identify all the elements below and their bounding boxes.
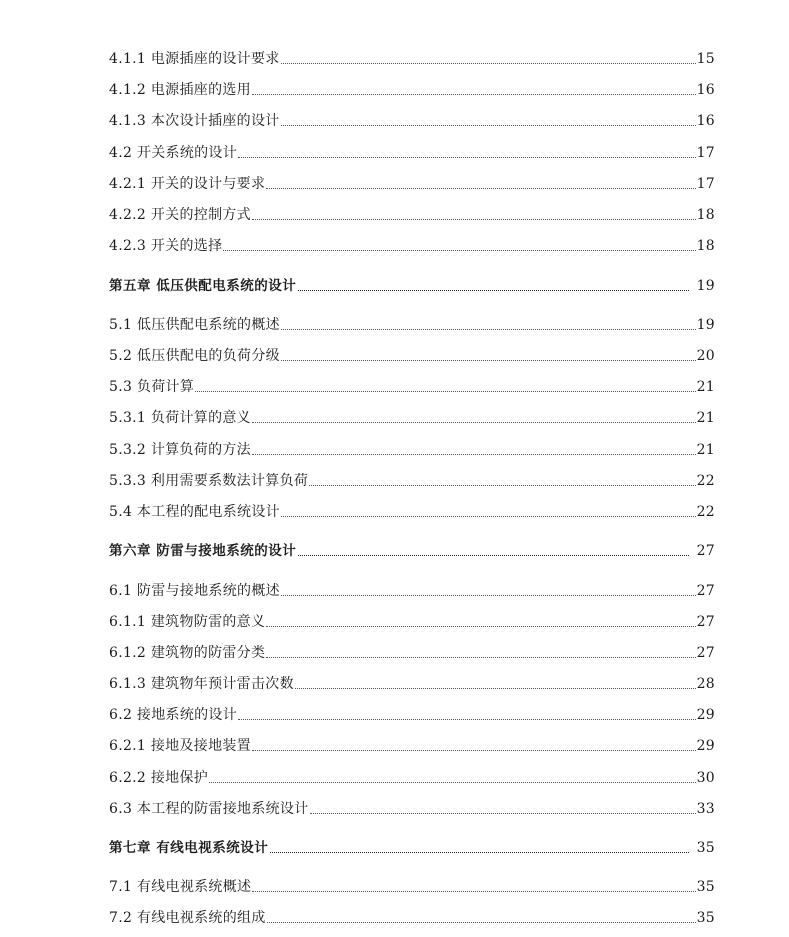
toc-entry-page: 30 xyxy=(696,770,715,786)
toc-leader-dots xyxy=(252,454,696,455)
toc-leader-dots xyxy=(238,157,696,158)
toc-entry-label: 5.3.3 利用需要系数法计算负荷 xyxy=(109,473,309,489)
toc-leader-dots xyxy=(298,290,688,291)
toc-entry[interactable] xyxy=(109,610,715,632)
toc-entry-page: 21 xyxy=(696,410,715,426)
toc-entry-label: 6.2.1 接地及接地装置 xyxy=(109,738,251,754)
toc-entry-page: 29 xyxy=(696,738,715,754)
toc-chapter-label: 第六章 防雷与接地系统的设计 xyxy=(109,543,297,559)
toc-entry-page: 29 xyxy=(696,707,715,723)
toc-entry[interactable] xyxy=(109,469,715,491)
toc-entry-page: 21 xyxy=(696,379,715,395)
toc-entry-label: 4.2.3 开关的选择 xyxy=(109,238,223,254)
toc-leader-dots xyxy=(281,595,696,596)
toc-entry-page: 27 xyxy=(696,543,715,559)
toc-leader-dots xyxy=(195,391,695,392)
toc-entry-label: 6.2 接地系统的设计 xyxy=(109,707,238,723)
toc-entry[interactable] xyxy=(109,641,715,663)
toc-entry[interactable] xyxy=(109,500,715,522)
toc-leader-dots xyxy=(281,63,696,64)
toc-entry-label: 4.2.2 开关的控制方式 xyxy=(109,207,251,223)
toc-entry[interactable] xyxy=(109,313,715,335)
toc-entry[interactable] xyxy=(109,47,715,69)
toc-leader-dots xyxy=(295,688,696,689)
toc-entry-label: 5.1 低压供配电系统的概述 xyxy=(109,317,280,333)
toc-entry[interactable] xyxy=(109,344,715,366)
toc-leader-dots xyxy=(266,188,695,189)
toc-entry-label: 5.3.1 负荷计算的意义 xyxy=(109,410,251,426)
toc-entry[interactable] xyxy=(109,406,715,428)
toc-chapter-label: 第五章 低压供配电系统的设计 xyxy=(109,278,297,294)
toc-chapter-entry[interactable] xyxy=(109,539,715,561)
toc-entry[interactable] xyxy=(109,734,715,756)
toc-entry[interactable] xyxy=(109,203,715,225)
toc-entry-label: 4.1.2 电源插座的选用 xyxy=(109,82,251,98)
toc-entry-page: 22 xyxy=(696,473,715,489)
toc-entry-label: 7.1 有线电视系统概述 xyxy=(109,879,252,895)
toc-leader-dots xyxy=(252,891,695,892)
toc-entry[interactable] xyxy=(109,375,715,397)
toc-entry[interactable] xyxy=(109,78,715,100)
toc-chapter-entry[interactable] xyxy=(109,274,715,296)
toc-entry-page: 16 xyxy=(696,113,715,129)
toc-entry[interactable] xyxy=(109,234,715,256)
toc-entry-page: 35 xyxy=(696,910,715,926)
toc-entry-label: 6.2.2 接地保护 xyxy=(109,770,209,786)
toc-leader-dots xyxy=(281,516,696,517)
toc-entry-page: 27 xyxy=(696,583,715,599)
toc-leader-dots xyxy=(266,657,695,658)
toc-leader-dots xyxy=(266,626,695,627)
toc-entry-page: 27 xyxy=(696,645,715,661)
toc-leader-dots xyxy=(298,555,688,556)
toc-entry-page: 35 xyxy=(696,879,715,895)
toc-leader-dots xyxy=(252,750,696,751)
toc-entry-page: 17 xyxy=(696,145,715,161)
toc-entry[interactable] xyxy=(109,438,715,460)
toc-entry-page: 20 xyxy=(696,348,715,364)
toc-leader-dots xyxy=(310,813,696,814)
toc-entry-label: 6.3 本工程的防雷接地系统设计 xyxy=(109,801,309,817)
toc-leader-dots xyxy=(281,360,696,361)
toc-leader-dots xyxy=(281,329,696,330)
toc-leader-dots xyxy=(281,125,696,126)
toc-entry-page: 18 xyxy=(696,238,715,254)
toc-entry-page: 21 xyxy=(696,442,715,458)
toc-entry-label: 4.2.1 开关的设计与要求 xyxy=(109,176,266,192)
toc-entry-page: 15 xyxy=(696,51,715,67)
toc-entry-label: 5.4 本工程的配电系统设计 xyxy=(109,504,280,520)
toc-entry[interactable] xyxy=(109,579,715,601)
toc-leader-dots xyxy=(270,852,688,853)
toc-entry-label: 5.3 负荷计算 xyxy=(109,379,195,395)
toc-entry-page: 35 xyxy=(696,840,715,856)
toc-leader-dots xyxy=(252,94,696,95)
toc-entry-label: 4.1.1 电源插座的设计要求 xyxy=(109,51,280,67)
toc-entry[interactable] xyxy=(109,906,715,928)
toc-leader-dots xyxy=(238,719,696,720)
toc-entry-label: 5.3.2 计算负荷的方法 xyxy=(109,442,251,458)
toc-entry[interactable] xyxy=(109,109,715,131)
toc-entry-label: 6.1.1 建筑物防雷的意义 xyxy=(109,614,266,630)
toc-chapter-label: 第七章 有线电视系统设计 xyxy=(109,840,269,856)
table-of-contents xyxy=(109,0,715,937)
toc-entry-page: 27 xyxy=(696,614,715,630)
toc-leader-dots xyxy=(267,922,696,923)
toc-entry-page: 22 xyxy=(696,504,715,520)
toc-leader-dots xyxy=(209,782,696,783)
toc-entry-label: 6.1 防雷与接地系统的概述 xyxy=(109,583,280,599)
toc-entry[interactable] xyxy=(109,875,715,897)
toc-entry-page: 33 xyxy=(696,801,715,817)
toc-leader-dots xyxy=(252,219,696,220)
toc-entry-label: 5.2 低压供配电的负荷分级 xyxy=(109,348,280,364)
toc-leader-dots xyxy=(223,250,695,251)
toc-entry-label: 6.1.3 建筑物年预计雷击次数 xyxy=(109,676,294,692)
toc-entry-page: 18 xyxy=(696,207,715,223)
toc-entry-page: 17 xyxy=(696,176,715,192)
toc-chapter-entry[interactable] xyxy=(109,836,715,858)
toc-entry-label: 6.1.2 建筑物的防雷分类 xyxy=(109,645,266,661)
toc-entry[interactable] xyxy=(109,703,715,725)
toc-entry-page: 28 xyxy=(696,676,715,692)
toc-entry[interactable] xyxy=(109,797,715,819)
toc-entry[interactable] xyxy=(109,141,715,163)
toc-entry-label: 4.1.3 本次设计插座的设计 xyxy=(109,113,280,129)
toc-entry-label: 7.2 有线电视系统的组成 xyxy=(109,910,266,926)
toc-entry-label: 4.2 开关系统的设计 xyxy=(109,145,238,161)
toc-entry-page: 16 xyxy=(696,82,715,98)
toc-entry[interactable] xyxy=(109,766,715,788)
toc-entry[interactable] xyxy=(109,172,715,194)
toc-entry-page: 19 xyxy=(696,317,715,333)
toc-leader-dots xyxy=(252,422,696,423)
toc-entry[interactable] xyxy=(109,672,715,694)
toc-entry-page: 19 xyxy=(696,278,715,294)
toc-leader-dots xyxy=(309,485,695,486)
